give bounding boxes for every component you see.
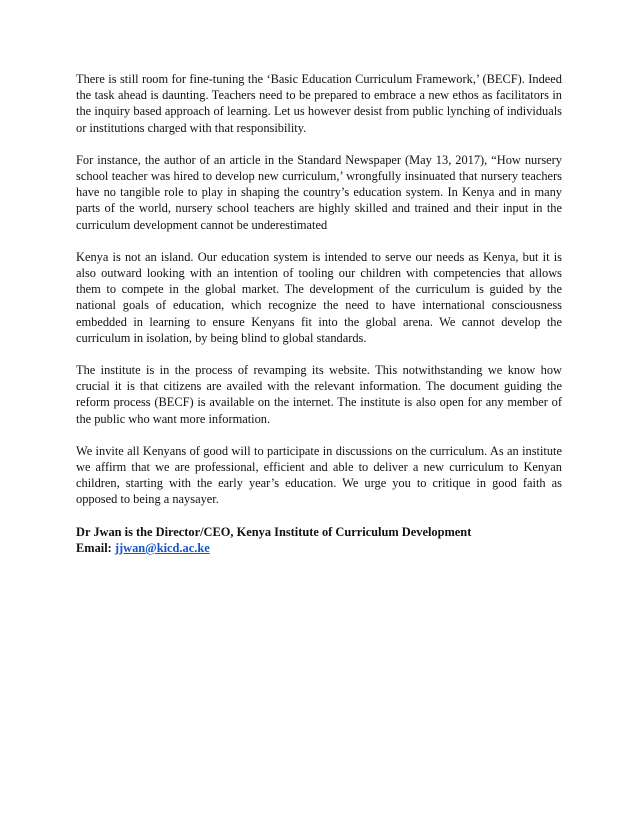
document-body (76, 71, 562, 556)
email-line (76, 540, 562, 556)
paragraph-nursery-teachers: For instance, the author of an article in the Standard Newspaper (May 13, 2017), “How nursery school teacher was hired to develop new curriculum,’ wrongfully insinuated that nursery teachers have no tangible role to play in shaping the country’s education system. In Kenya and in many parts of the world, nursery school teachers are highly skilled and trained and their input in the curriculum development cannot be underestimated (76, 152, 562, 232)
author-line: Dr Jwan is the Director/CEO, Kenya Institute of Curriculum Development (76, 524, 472, 539)
email-link[interactable]: jjwan@kicd.ac.ke (114, 540, 210, 555)
paragraph-becf: There is still room for fine-tuning the ‘Basic Education Curriculum Framework,’ (BECF). Indeed the task ahead is daunting. Teachers need to be prepared to embrace a new ethos as facilitators in the inquiry based approach of learning. Let us however desist from public lynching of individuals or institutions charged with that responsibility. (76, 72, 562, 135)
paragraph-global-standards: Kenya is not an island. Our education system is intended to serve our needs as Kenya, but it is also outward looking with an intention of tooling our children with competencies that allows them to compete in the global market. The development of the curriculum is guided by the national goals of education, which recognize the need to have international consciousness embedded in learning to ensure Kenyans fit into the global arena. We cannot develop the curriculum in isolation, by being blind to global standards. (76, 249, 562, 345)
paragraph-website: The institute is in the process of revamping its website. This notwithstanding we know how crucial it is that citizens are availed with the relevant information. The document guiding the reform process (BECF) is available on the internet. The institute is also open for any member of the public who want more information. (76, 363, 562, 426)
email-label: Email: (76, 540, 115, 555)
paragraph-invitation: We invite all Kenyans of good will to participate in discussions on the curriculum. As an institute we affirm that we are professional, efficient and able to deliver a new curriculum to Kenyan children, starting with the early year’s education. We urge you to critique in good faith as opposed to being a naysayer. (76, 443, 562, 507)
